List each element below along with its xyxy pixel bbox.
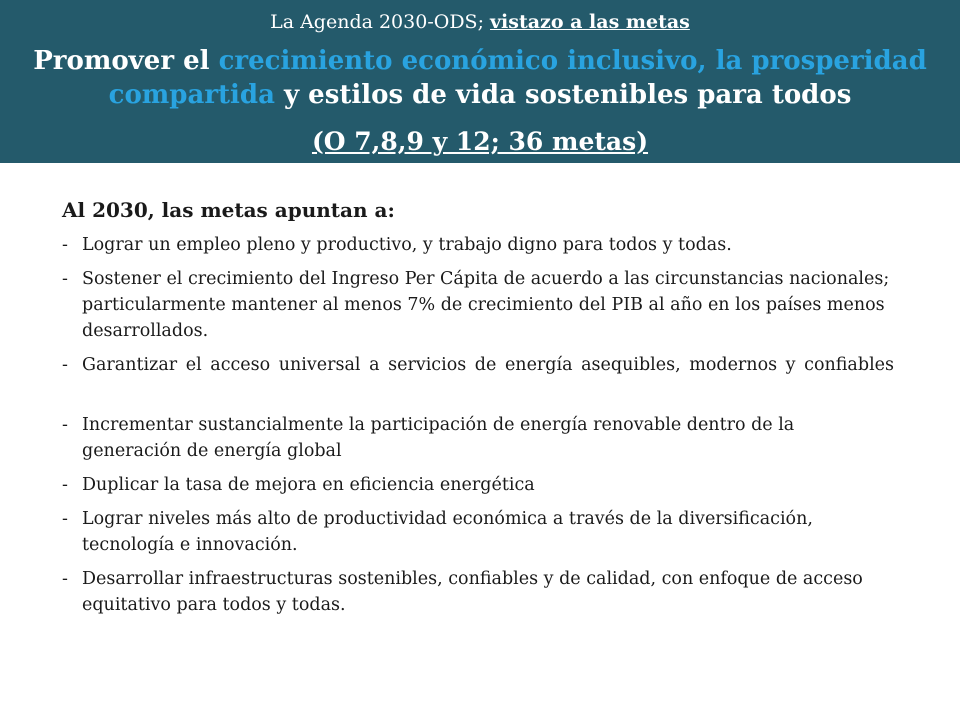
goal-text: Desarrollar infraestructuras sostenibles, confiables y de calidad, con enfoque de acceso equitativo para todos y todas. bbox=[82, 569, 863, 615]
bullet-dash: - bbox=[62, 235, 68, 255]
goal-text: Garantizar el acceso universal a servicios de energía asequibles, modernos y confiables bbox=[82, 355, 894, 375]
title-highlight: crecimiento económico inclusivo, la prosperidad compartida bbox=[108, 46, 927, 110]
page-subtitle: (O 7,8,9 y 12; 36 metas) bbox=[311, 127, 649, 156]
goal-item-3 bbox=[62, 352, 894, 404]
bullet-dash: - bbox=[62, 415, 68, 435]
kicker bbox=[0, 10, 960, 34]
goal-item-1 bbox=[62, 232, 894, 258]
bullet-dash: - bbox=[62, 475, 68, 495]
kicker-prefix: La Agenda 2030-ODS; bbox=[270, 11, 491, 33]
content-body bbox=[62, 196, 894, 626]
goal-item-4 bbox=[62, 412, 894, 464]
title-part2: y estilos de vida sostenibles para todos bbox=[274, 80, 852, 110]
goal-text: Lograr un empleo pleno y productivo, y trabajo digno para todos y todas. bbox=[82, 235, 732, 255]
kicker-link[interactable]: vistazo a las metas bbox=[490, 11, 690, 33]
page-title bbox=[20, 44, 940, 112]
goal-item-2 bbox=[62, 266, 894, 344]
goal-text: Duplicar la tasa de mejora en eficiencia energética bbox=[82, 475, 535, 495]
section-heading: Al 2030, las metas apuntan a: bbox=[62, 198, 395, 222]
bullet-dash: - bbox=[62, 269, 68, 289]
goal-text: Lograr niveles más alto de productividad económica a través de la diversificación, tecnología e innovación. bbox=[82, 509, 813, 555]
goal-text: Sostener el crecimiento del Ingreso Per Cápita de acuerdo a las circunstancias nacionales; particularmente mantener al menos 7% de crecimiento del PIB al año en los países menos desarrollados. bbox=[82, 269, 890, 341]
goal-item-7 bbox=[62, 566, 894, 618]
bullet-dash: - bbox=[62, 509, 68, 529]
goals-list bbox=[62, 232, 894, 618]
goal-text: Incrementar sustancialmente la participación de energía renovable dentro de la generación de energía global bbox=[82, 415, 795, 461]
title-part1: Promover el bbox=[33, 46, 219, 76]
bullet-dash: - bbox=[62, 355, 68, 375]
goal-item-6 bbox=[62, 506, 894, 558]
goal-item-5 bbox=[62, 472, 894, 498]
bullet-dash: - bbox=[62, 569, 68, 589]
header-banner bbox=[0, 0, 960, 163]
